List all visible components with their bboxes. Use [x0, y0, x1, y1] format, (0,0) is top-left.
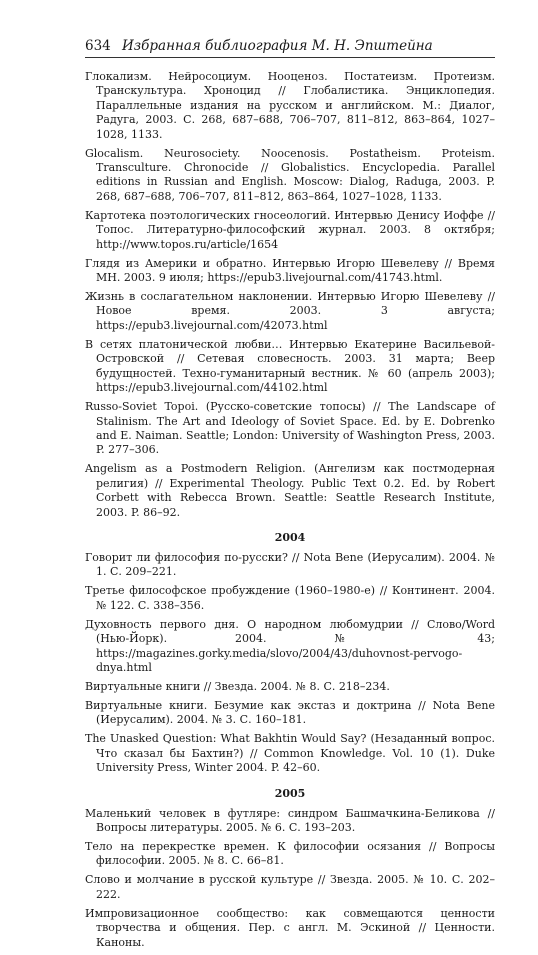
bibliography-section	[85, 787, 495, 950]
bibliography-entry: Жизнь в сослагательном наклонении. Интервью Игорю Шевелеву // Новое время. 2003. 3 августа; https://epub3.livejournal.com/42073.html	[85, 290, 495, 332]
bibliography-entry: Тело на перекрестке времен. К философии осязания // Вопросы философии. 2005. № 8. С. 66–81.	[85, 840, 495, 868]
bibliography-entry: The Unasked Question: What Bakhtin Would Say? (Незаданный вопрос. Что сказал бы Бахтин?) // Common Knowledge. Vol. 10 (1). Duke University Press, Winter 2004. P. 42–60.	[85, 732, 495, 775]
year-heading: 2004	[274, 530, 306, 544]
bibliography-entry: Картотека поэтологических гносеологий. Интервью Денису Иоффе // Топос. Литературно-философский журнал. 2003. 8 октября; http://www.topos.ru/article/1654	[85, 208, 495, 251]
bibliography-entry: Глядя из Америки и обратно. Интервью Игорю Шевелеву // Время МН. 2003. 9 июля; https://epub3.livejournal.com/41743.html.	[85, 256, 495, 285]
bibliography-entry: Glocalism. Neurosociety. Noocenosis. Postatheism. Proteism. Transculture. Chronocide // Globalistics. Encyclopedia. Parallel editions in Russian and English. Moscow: Dialog, Raduga, 2003. P. 268, 687–688, 706–707, 811–812, 863–864, 1027–1028, 1133.	[85, 146, 495, 203]
running-title: Избранная библиография М. Н. Эпштейна	[122, 38, 433, 54]
bibliography-entry: Третье философское пробуждение (1960–1980-е) // Континент. 2004. № 122. С. 338–356.	[85, 584, 495, 612]
bibliography-section	[85, 70, 495, 520]
bibliography-entry: Виртуальные книги. Безумие как экстаз и доктрина // Nota Bene (Иерусалим). 2004. № 3. С. 160–181.	[85, 698, 495, 727]
bibliography-entry: Импровизационное сообщество: как совмещаются ценности творчества и общения. Пер. с англ. М. Эскиной // Ценности. Каноны.	[85, 906, 495, 949]
header-rule	[85, 57, 495, 58]
bibliography-entry: Виртуальные книги // Звезда. 2004. № 8. С. 218–234.	[85, 679, 390, 693]
bibliography-entry: Слово и молчание в русской культуре // Звезда. 2005. № 10. С. 202–222.	[85, 873, 495, 901]
bibliography-section	[85, 531, 495, 776]
bibliography-entry: Маленький человек в футляре: синдром Башмачкина-Беликова // Вопросы литературы. 2005. № 6. С. 193–203.	[85, 806, 495, 834]
bibliography-entry: Духовность первого дня. О народном любомудрии // Слово/Word (Нью-Йорк). 2004. № 43; https://magazines.gorky.media/slovo/2004/43/duhovnost-pervogo-dnya.html	[85, 617, 495, 674]
bibliography-entry: Russo-Soviet Topoi. (Русско-советские топосы) // The Landscape of Stalinism. The Art and Ideology of Soviet Space. Ed. by E. Dobrenko and E. Naiman. Seattle; London: University of Washington Press, 2003. P. 277–306.	[85, 400, 495, 457]
bibliography-entry: Говорит ли философия по-русски? // Nota Bene (Иерусалим). 2004. № 1. С. 209–221.	[85, 550, 495, 579]
page-number: 634	[85, 38, 111, 54]
bibliography-entry: Глокализм. Нейросоциум. Нооценоз. Постатеизм. Протеизм. Транскультура. Хроноцид // Глобалистика. Энциклопедия. Параллельные издания на русском и английском. М.: Диалог, Радуга, 2003. С. 268, 687–688, 706–707, 811–812, 863–864, 1027–1028, 1133.	[85, 70, 495, 141]
year-heading: 2005	[274, 786, 306, 800]
bibliography-entry: В сетях платонической любви… Интервью Екатерине Васильевой-Островской // Сетевая словесность. 2003. 31 марта; Веер будущностей. Техно-гуманитарный вестник. № 60 (апрель 2003); https://epub3.livejournal.com/44102.html	[85, 337, 495, 395]
bibliography-body	[85, 70, 495, 955]
bibliography-entry: Angelism as a Postmodern Religion. (Ангелизм как постмодерная религия) // Experimental Theology. Public Text 0.2. Ed. by Robert Corbett with Rebecca Brown. Seattle: Seattle Research Institute, 2003. P. 86–92.	[85, 462, 495, 519]
